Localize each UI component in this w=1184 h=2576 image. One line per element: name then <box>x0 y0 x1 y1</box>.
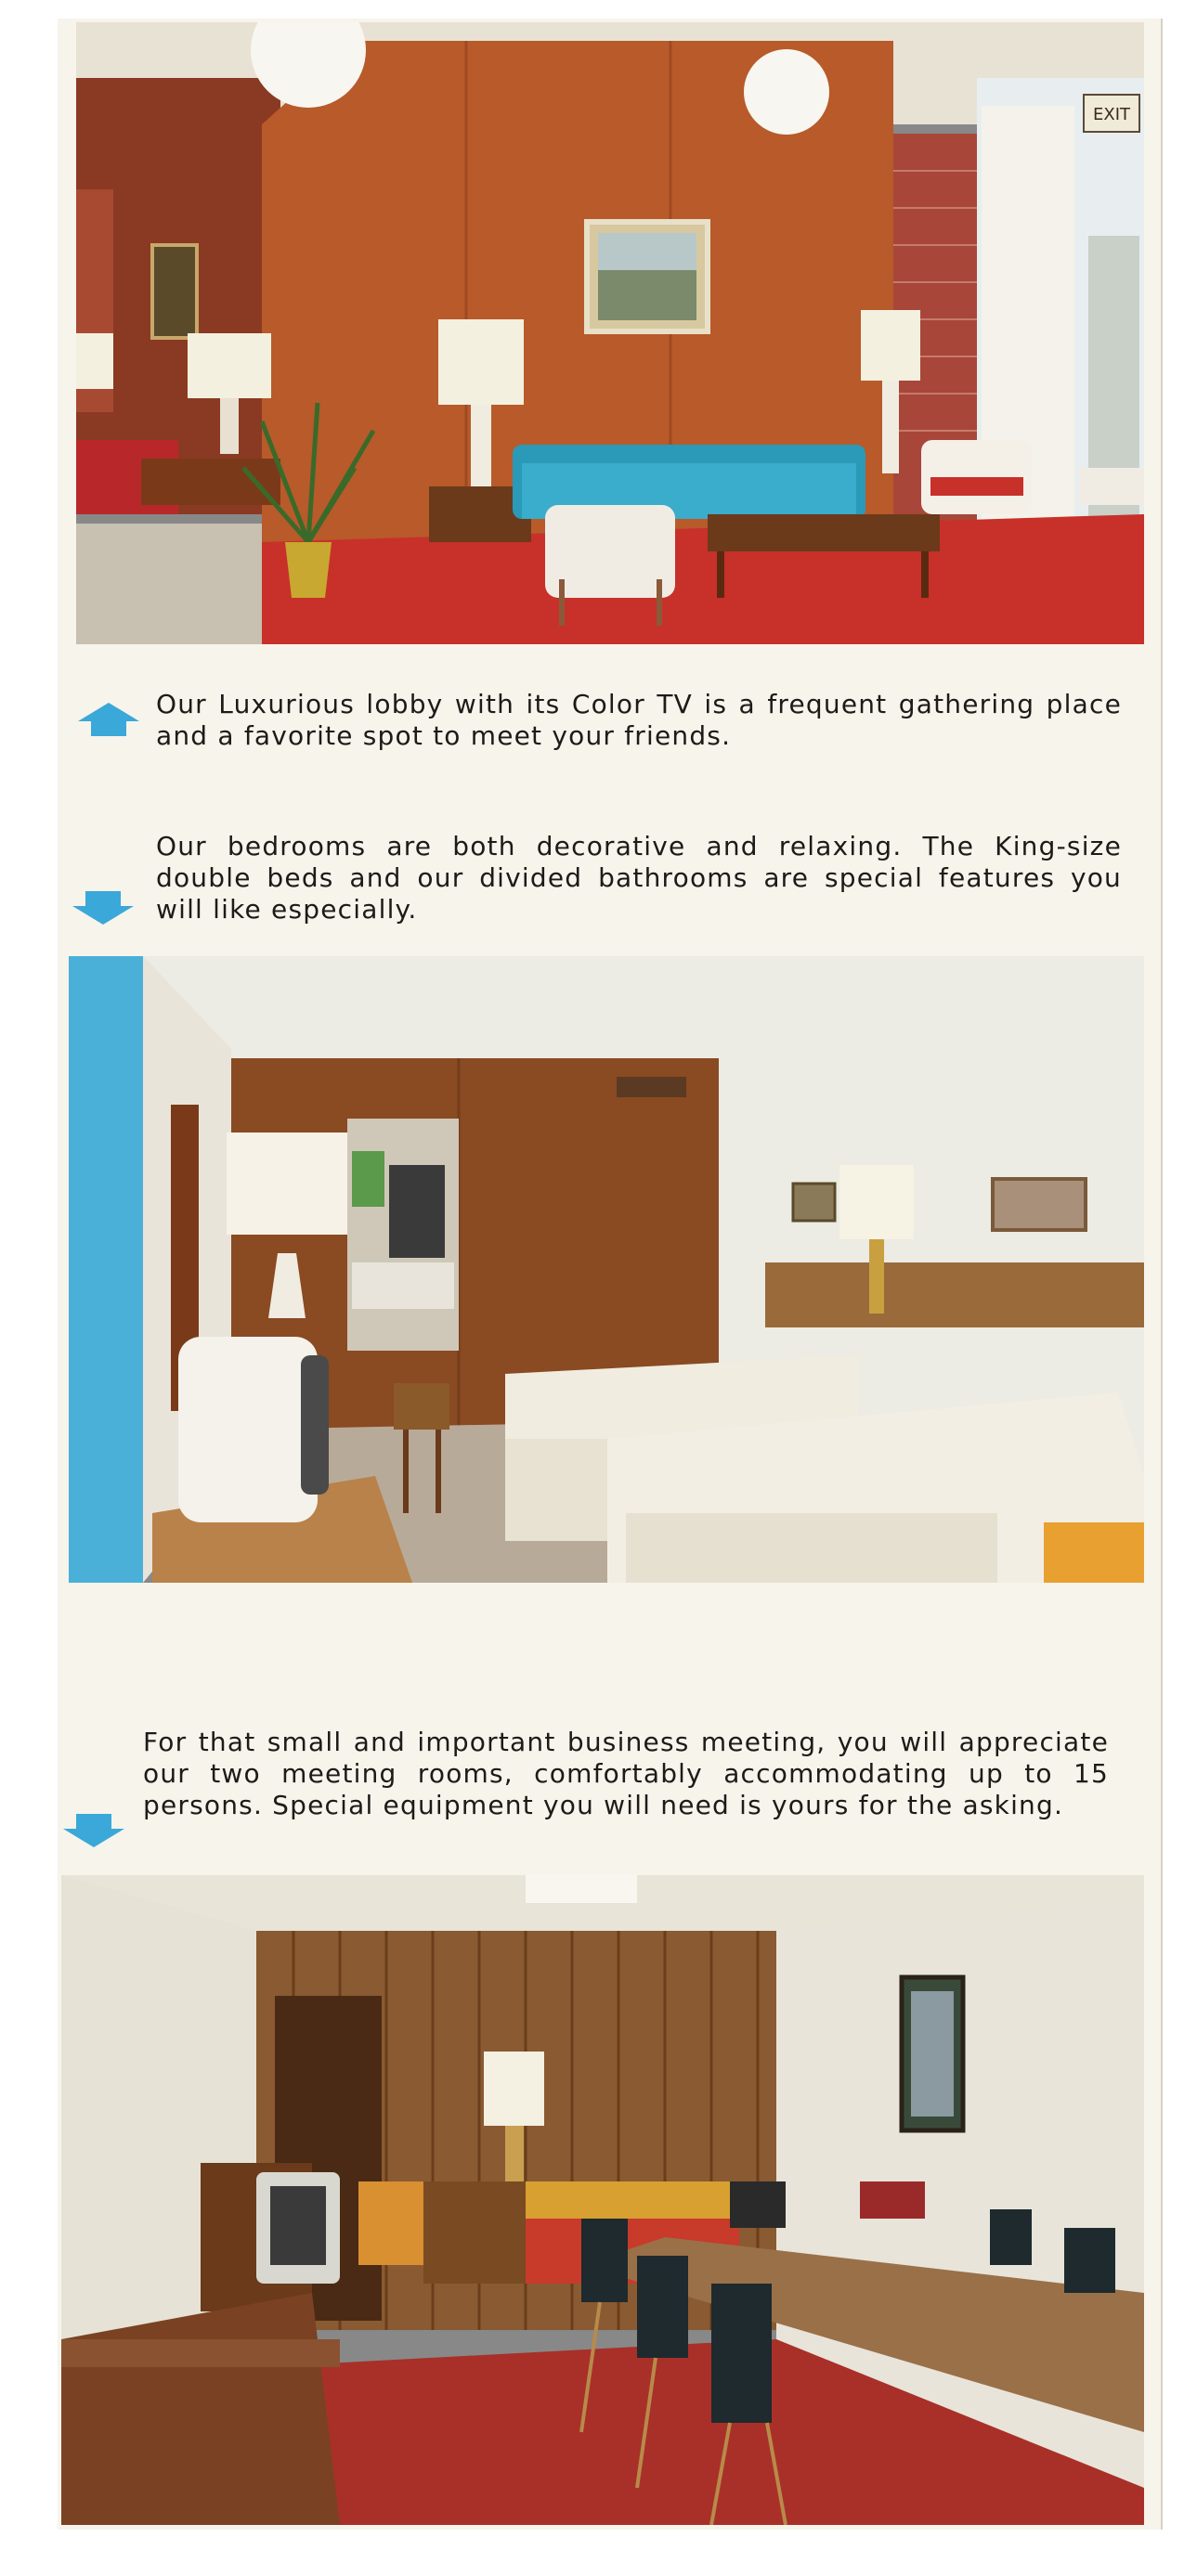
exit-sign: EXIT <box>1092 105 1131 124</box>
lobby-caption: Our Luxurious lobby with its Color TV is a frequent gathering place and a favorite spot to meet your friends. <box>156 689 1122 751</box>
lobby-photo <box>76 22 1144 644</box>
bedrooms-caption: Our bedrooms are both decorative and relaxing. The King-size double beds and our divided bathrooms are special features you will like especially. <box>156 831 1122 925</box>
bedroom-photo <box>69 956 1144 1583</box>
down-arrow-icon-2 <box>61 1812 126 1849</box>
down-arrow-icon <box>71 889 136 926</box>
meeting-caption: For that small and important business meeting, you will appreciate our two meeting rooms, comfortably accommodating up to 15 persons. Special equipment you will need is yours for the asking. <box>143 1727 1109 1820</box>
up-arrow-icon <box>76 701 141 738</box>
meeting-room-photo <box>61 1875 1144 2525</box>
edge-mark <box>1171 1671 1180 1695</box>
brochure-page <box>58 19 1161 2530</box>
